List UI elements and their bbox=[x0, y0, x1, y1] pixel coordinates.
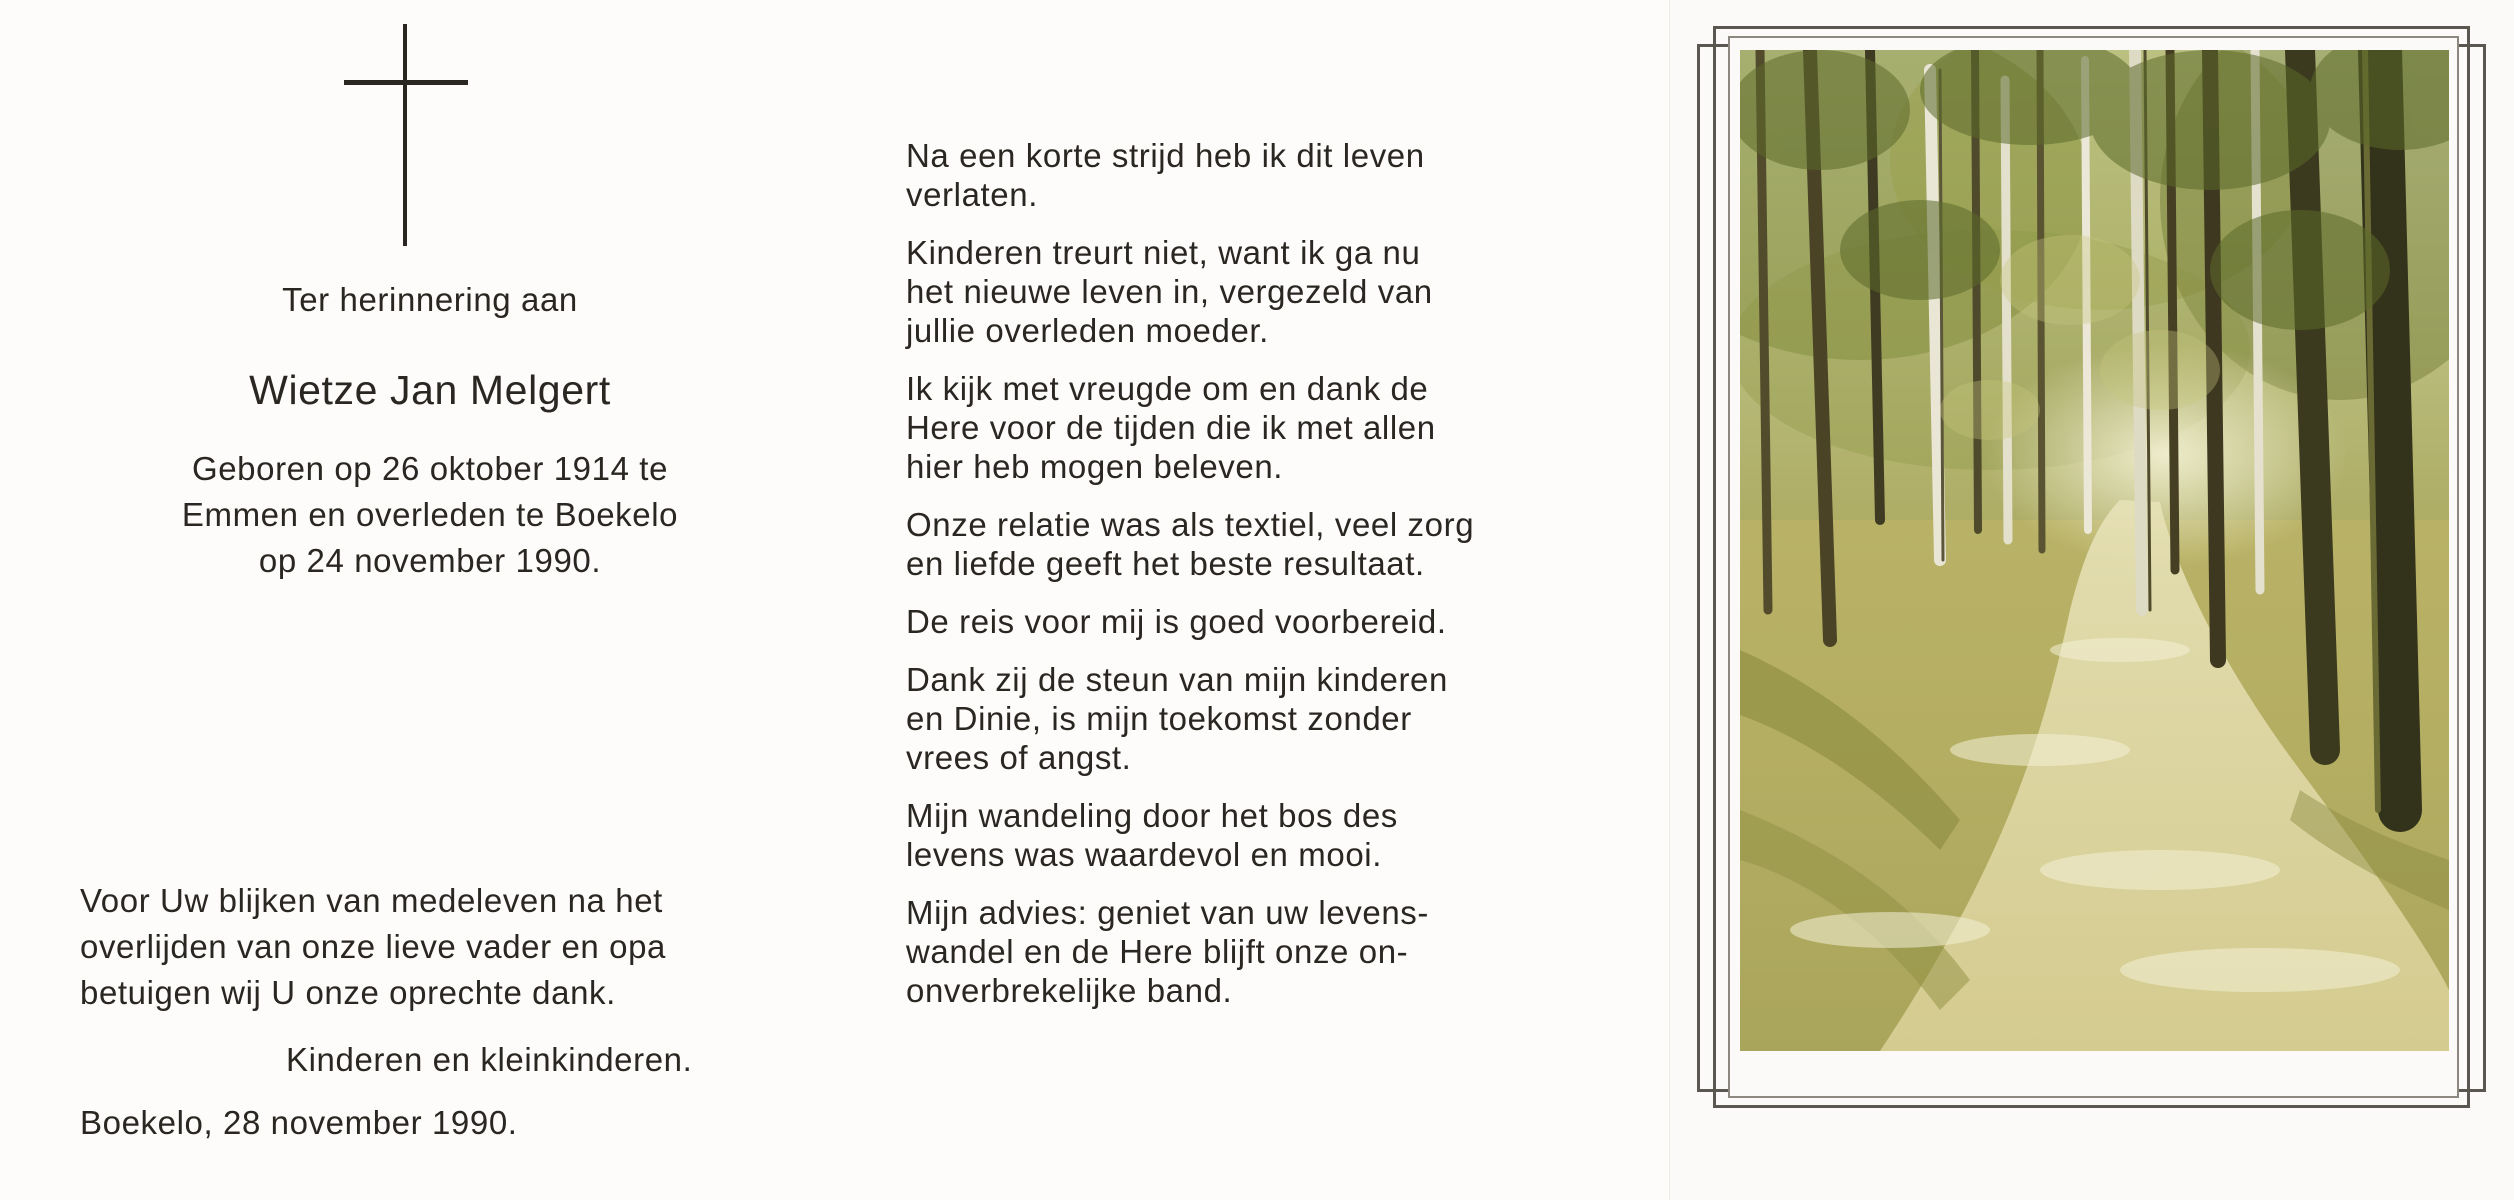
poem-line: verlaten. bbox=[906, 176, 1038, 213]
poem-line: Onze relatie was als textiel, veel zorg bbox=[906, 506, 1475, 543]
bio-line: Geboren op 26 oktober 1914 te bbox=[191, 450, 669, 487]
poem-line: Dank zij de steun van mijn kinderen bbox=[906, 661, 1448, 698]
poem-stanza bbox=[906, 369, 1474, 486]
poem-line: Mijn wandeling door het bos des bbox=[906, 797, 1398, 834]
biography bbox=[90, 446, 770, 584]
poem-line: het nieuwe leven in, vergezeld van bbox=[906, 273, 1433, 310]
poem-stanza bbox=[906, 796, 1474, 874]
forest-path-photo bbox=[1740, 50, 2449, 1051]
poem-line: vrees of angst. bbox=[906, 739, 1132, 776]
forest-scene bbox=[1740, 50, 2449, 1051]
left-panel bbox=[0, 0, 870, 1200]
poem-line: Na een korte strijd heb ik dit leven bbox=[906, 137, 1425, 174]
memory-line: Ter herinnering aan bbox=[282, 281, 578, 318]
poem-line: onverbrekelijke band. bbox=[906, 972, 1233, 1009]
poem-stanza bbox=[906, 136, 1474, 214]
poem bbox=[906, 136, 1474, 1029]
poem-stanza bbox=[906, 233, 1474, 350]
thanks-line: Voor Uw blijken van medeleven na het bbox=[80, 882, 663, 919]
deceased-name: Wietze Jan Melgert bbox=[249, 367, 611, 413]
poem-line: jullie overleden moeder. bbox=[906, 312, 1269, 349]
poem-line: Ik kijk met vreugde om en dank de bbox=[906, 370, 1429, 407]
thanks-note bbox=[80, 878, 666, 1016]
poem-stanza bbox=[906, 893, 1474, 1010]
poem-line: en liefde geeft het beste resultaat. bbox=[906, 545, 1425, 582]
signature: Kinderen en kleinkinderen. bbox=[286, 1041, 693, 1078]
poem-stanza bbox=[906, 602, 1474, 641]
poem-line: hier heb mogen beleven. bbox=[906, 448, 1284, 485]
poem-line: Mijn advies: geniet van uw levens- bbox=[906, 894, 1429, 931]
place-date: Boekelo, 28 november 1990. bbox=[80, 1104, 518, 1141]
bio-line: Emmen en overleden te Boekelo bbox=[181, 496, 679, 533]
poem-line: De reis voor mij is goed voorbereid. bbox=[906, 603, 1447, 640]
poem-stanza bbox=[906, 660, 1474, 777]
thanks-line: betuigen wij U onze oprechte dank. bbox=[80, 974, 616, 1011]
poem-line: levens was waardevol en mooi. bbox=[906, 836, 1382, 873]
poem-line: en Dinie, is mijn toekomst zonder bbox=[906, 700, 1412, 737]
poem-line: wandel en de Here blijft onze on- bbox=[906, 933, 1409, 970]
poem-stanza bbox=[906, 505, 1474, 583]
poem-line: Here voor de tijden die ik met allen bbox=[906, 409, 1436, 446]
cross-icon bbox=[344, 24, 468, 246]
poem-line: Kinderen treurt niet, want ik ga nu bbox=[906, 234, 1421, 271]
bio-line: op 24 november 1990. bbox=[258, 542, 602, 579]
thanks-line: overlijden van onze lieve vader en opa bbox=[80, 928, 667, 965]
